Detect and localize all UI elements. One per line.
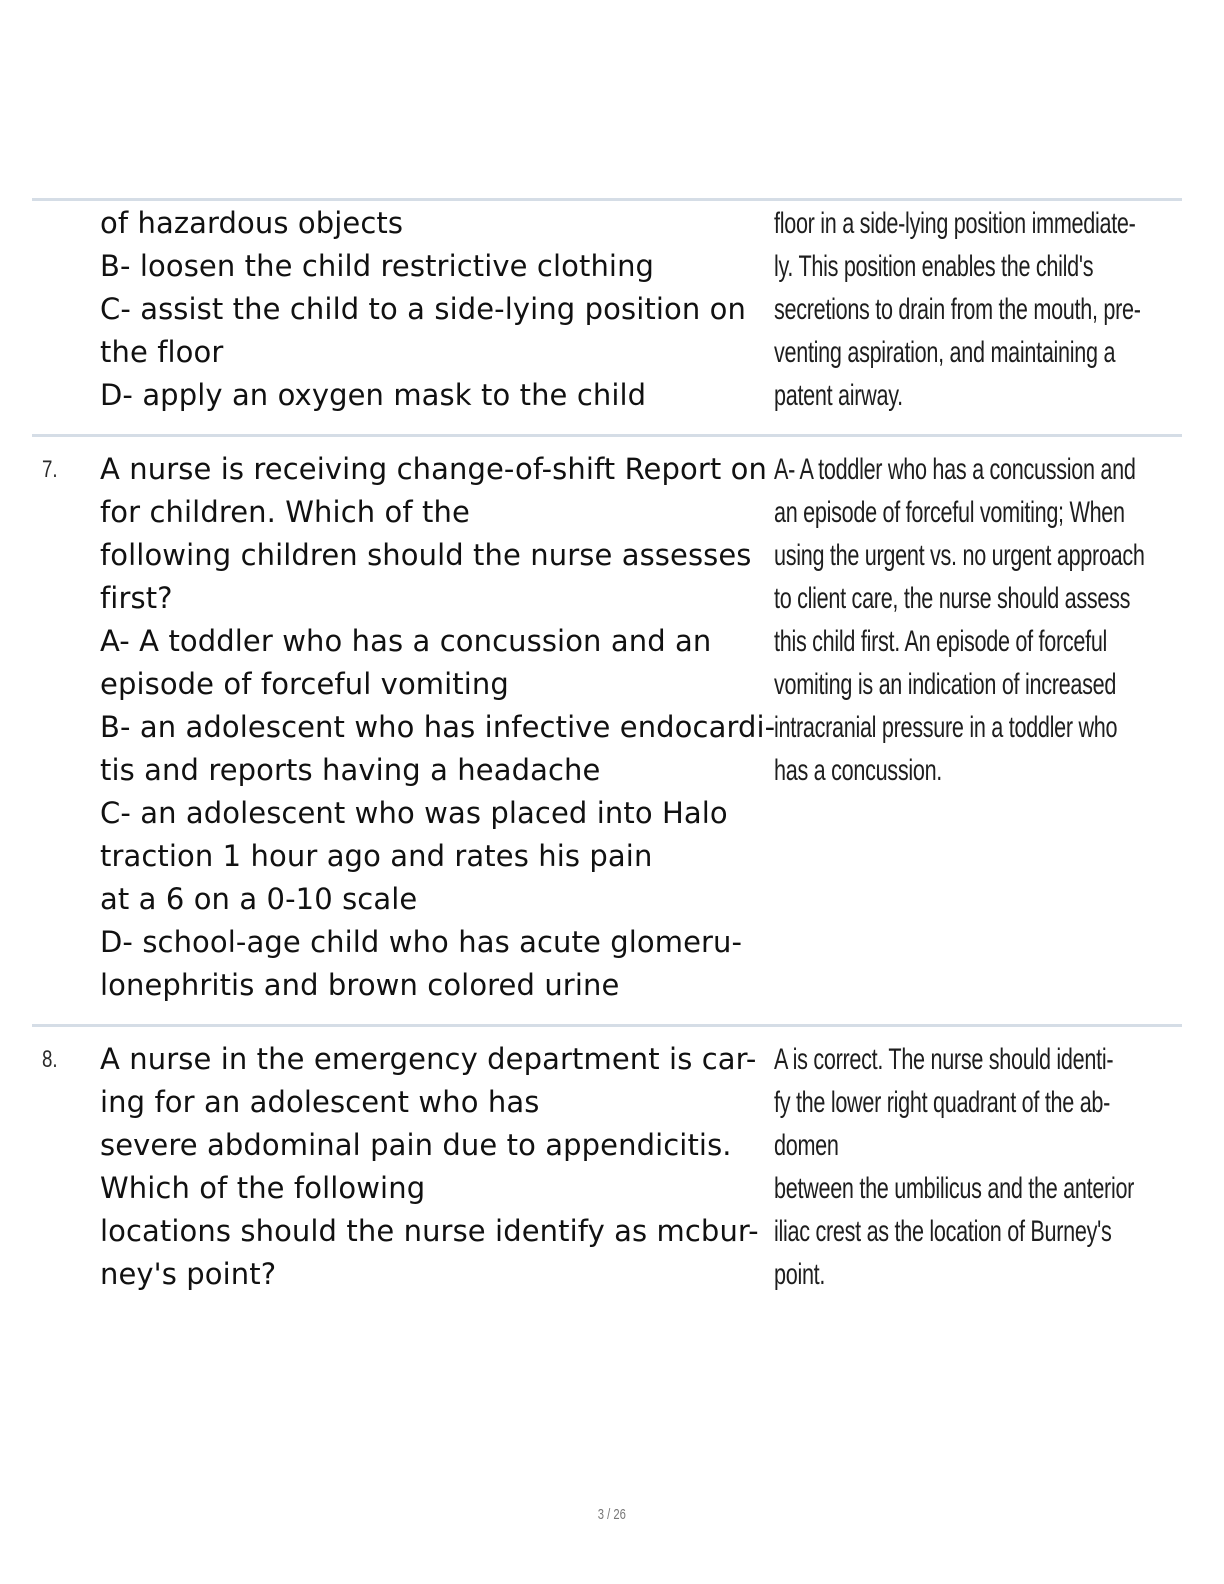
row-divider-7 [32,434,1182,437]
question-line: severe abdominal pain due to appendicitis. [100,1128,732,1162]
question-line: first? [100,581,173,615]
answer-line: A- A toddler who has a concussion and [774,453,1136,486]
answer-line: fy the lower right quadrant of the ab- [774,1086,1111,1119]
question-line: lonephritis and brown colored urine [100,968,620,1002]
question-text [100,202,770,417]
table-top-rule [32,198,1182,201]
answer-line: secretions to drain from the mouth, pre- [774,293,1141,326]
question-line: the floor [100,335,224,369]
question-line: tis and reports having a headache [100,753,601,787]
question-line: at a 6 on a 0-10 scale [100,882,418,916]
question-line: B- an adolescent who has infective endocardi- [100,710,776,744]
question-line: D- apply an oxygen mask to the child [100,378,647,412]
question-line: A nurse is receiving change-of-shift Report on [100,452,767,486]
question-line: locations should the nurse identify as mcbur- [100,1214,759,1248]
answer-line: intracranial pressure in a toddler who [774,711,1118,744]
answer-line: has a concussion. [774,754,943,787]
question-line: B- loosen the child restrictive clothing [100,249,655,283]
question-number: 7. [42,456,58,483]
question-text [100,1038,770,1296]
question-line: C- assist the child to a side-lying position on [100,292,746,326]
answer-line: A is correct. The nurse should identi- [774,1043,1114,1076]
answer-line: this child first. An episode of forceful [774,625,1108,658]
answer-line: an episode of forceful vomiting; When [774,496,1125,529]
question-text [100,448,776,1007]
page-footer [0,1506,1224,1523]
answer-line: point. [774,1258,826,1291]
row-divider-8 [32,1024,1182,1027]
question-line: of hazardous objects [100,206,404,240]
question-line: Which of the following [100,1171,426,1205]
question-line: A nurse in the emergency department is car- [100,1042,757,1076]
question-line: following children should the nurse assesses [100,538,752,572]
question-line: A- A toddler who has a concussion and an [100,624,712,658]
answer-line: domen [774,1129,839,1162]
answer-line: patent airway. [774,379,903,412]
answer-rationale [774,448,1163,792]
answer-rationale [774,202,1163,417]
answer-line: to client care, the nurse should assess [774,582,1131,615]
question-line: traction 1 hour ago and rates his pain [100,839,653,873]
answer-rationale [774,1038,1163,1296]
answer-line: iliac crest as the location of Burney's [774,1215,1112,1248]
question-line: ney's point? [100,1257,277,1291]
question-line: for children. Which of the [100,495,470,529]
answer-line: between the umbilicus and the anterior [774,1172,1135,1205]
answer-line: using the urgent vs. no urgent approach [774,539,1145,572]
question-number: 8. [42,1046,58,1073]
question-line: episode of forceful vomiting [100,667,509,701]
question-line: C- an adolescent who was placed into Halo [100,796,728,830]
answer-line: venting aspiration, and maintaining a [774,336,1116,369]
answer-line: vomiting is an indication of increased [774,668,1117,701]
question-line: D- school-age child who has acute glomeru- [100,925,743,959]
question-line: ing for an adolescent who has [100,1085,540,1119]
page-indicator: 3 / 26 [597,1506,627,1523]
answer-line: floor in a side-lying position immediate- [774,207,1136,240]
answer-line: ly. This position enables the child's [774,250,1094,283]
